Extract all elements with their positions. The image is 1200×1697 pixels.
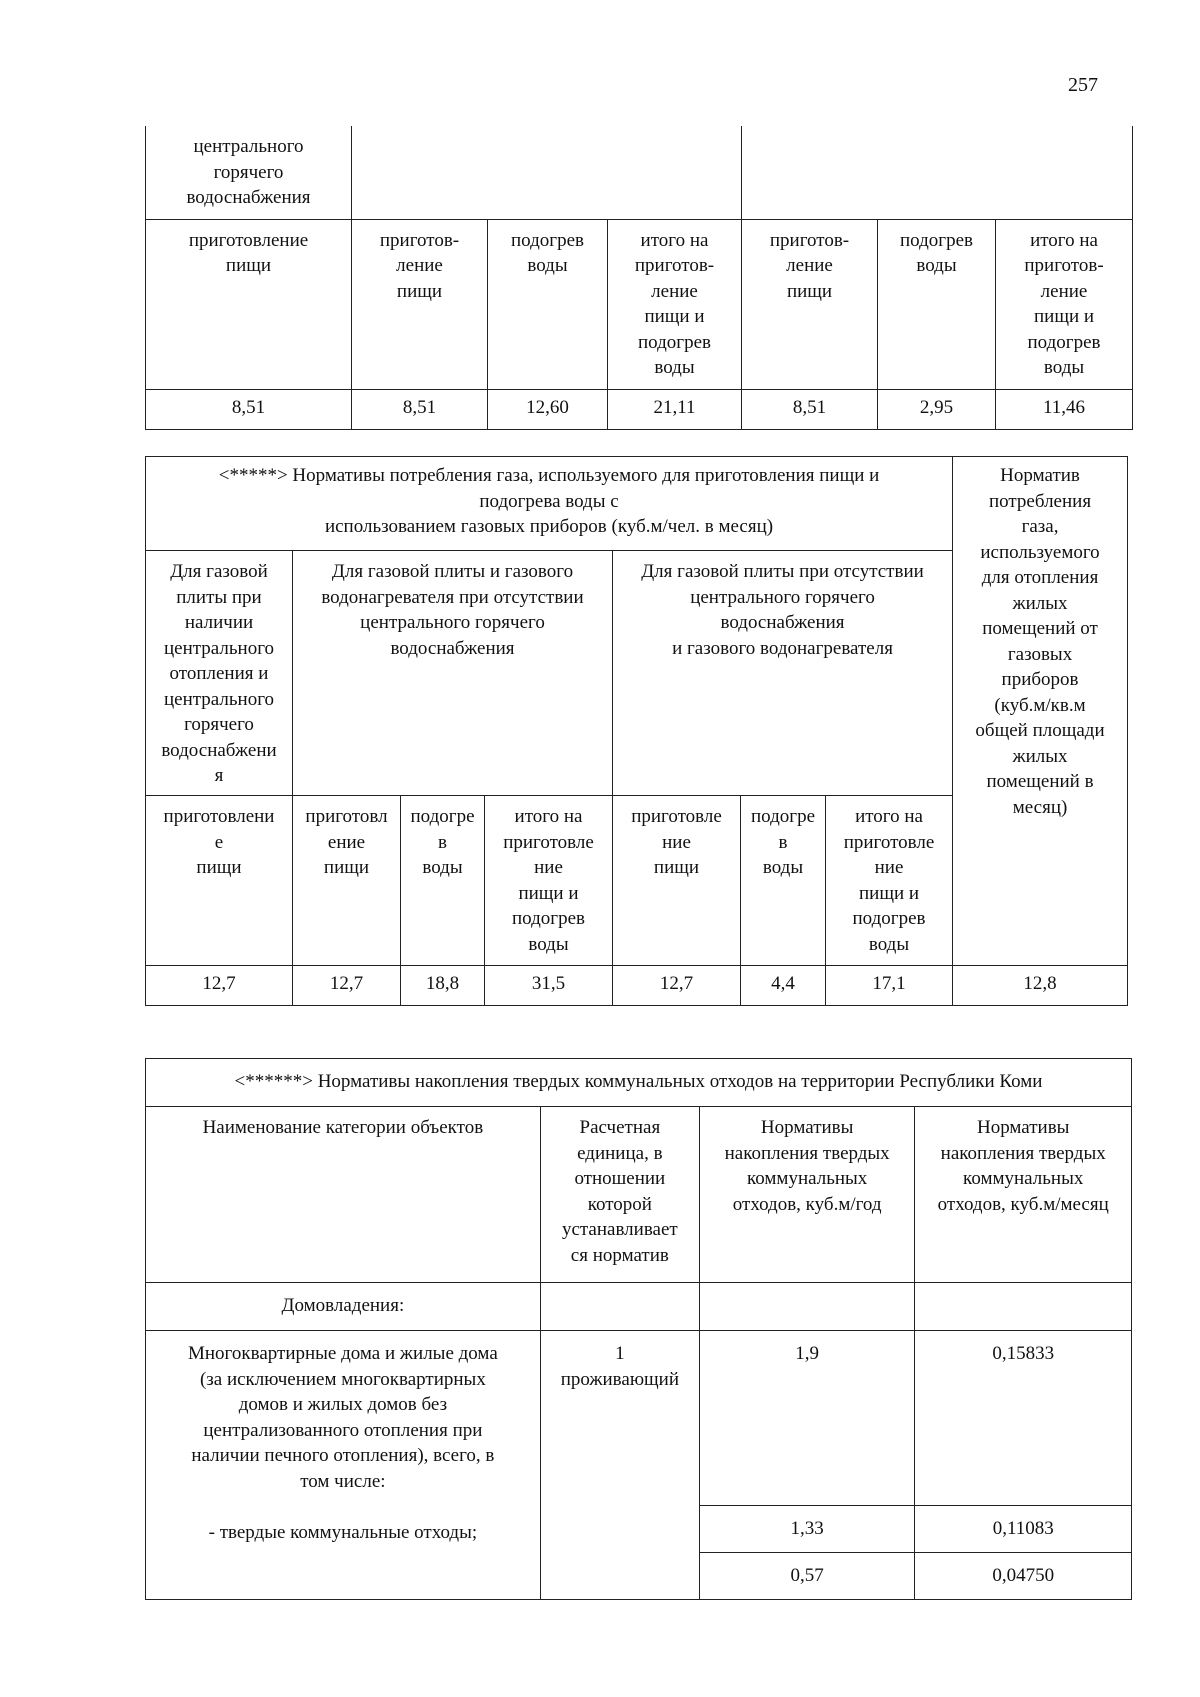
waste-norms-table bbox=[145, 1058, 1132, 1600]
table3-section-label: Домовладения: bbox=[146, 1283, 541, 1331]
table3-year-value: 0,57 bbox=[699, 1553, 915, 1600]
table2-title: <*****> Нормативы потребления газа, используемого для приготовления пищи и подогрева воды с использованием газовых приборов (куб.м/чел. в месяц) bbox=[146, 457, 953, 551]
table3-year-value: 1,33 bbox=[699, 1506, 915, 1553]
table3-month-value: 0,04750 bbox=[915, 1553, 1132, 1600]
table2-value: 31,5 bbox=[485, 966, 613, 1006]
table3-header: Нормативы накопления твердых коммунальных отходов, куб.м/год bbox=[699, 1107, 915, 1283]
gas-norms-continued-table bbox=[145, 126, 1133, 430]
table1-value: 8,51 bbox=[146, 389, 352, 429]
table1-value: 11,46 bbox=[996, 389, 1133, 429]
table2-group-header: Для газовой плиты при отсутствии центрального горячего водоснабжения и газового водонагревателя bbox=[613, 551, 953, 796]
table2-group-header: Для газовой плиты и газового водонагревателя при отсутствии центрального горячего водоснабжения bbox=[293, 551, 613, 796]
table1-value: 2,95 bbox=[878, 389, 996, 429]
gas-consumption-norms-table bbox=[145, 456, 1128, 1006]
table2-heating-norm-header: Норматив потребления газа, используемого для отопления жилых помещений от газовых приборов (куб.м/кв.м общей площади жилых помещений в месяц) bbox=[953, 457, 1128, 966]
table1-header: приготов- ление пищи bbox=[742, 219, 878, 389]
table3-title: <******> Нормативы накопления твердых коммунальных отходов на территории Республики Коми bbox=[146, 1059, 1132, 1107]
table3-empty-cell bbox=[915, 1283, 1132, 1331]
table1-empty-cell bbox=[742, 126, 1133, 219]
table2-value: 17,1 bbox=[826, 966, 953, 1006]
table1-fragment-cell: центрального горячего водоснабжения bbox=[146, 126, 352, 219]
table2-subheader: подогре в воды bbox=[741, 796, 826, 966]
table3-empty-cell bbox=[540, 1283, 699, 1331]
table2-group-header: Для газовой плиты при наличии центрального отопления и центрального горячего водоснабжени я bbox=[146, 551, 293, 796]
table2-value: 4,4 bbox=[741, 966, 826, 1006]
table2-value: 12,7 bbox=[293, 966, 401, 1006]
table1-value: 8,51 bbox=[742, 389, 878, 429]
table2-value: 12,8 bbox=[953, 966, 1128, 1006]
table3-category-cell bbox=[146, 1331, 541, 1600]
page-number: 257 bbox=[1068, 74, 1098, 96]
table3-year-value: 1,9 bbox=[699, 1331, 915, 1506]
table2-subheader: подогре в воды bbox=[401, 796, 485, 966]
table2-value: 12,7 bbox=[146, 966, 293, 1006]
table1-header: итого на приготов- ление пищи и подогрев воды bbox=[608, 219, 742, 389]
table3-unit: 1 проживающий bbox=[540, 1331, 699, 1600]
table2-subheader: итого на приготовле ние пищи и подогрев воды bbox=[826, 796, 953, 966]
table1-header: подогрев воды bbox=[878, 219, 996, 389]
table3-category-name: Многоквартирные дома и жилые дома (за исключением многоквартирных домов и жилых домов без централизованного отопления при наличии печного отопления), всего, в том числе: bbox=[188, 1343, 498, 1492]
table3-month-value: 0,15833 bbox=[915, 1331, 1132, 1506]
table2-subheader: приготовлени е пищи bbox=[146, 796, 293, 966]
table1-header: подогрев воды bbox=[488, 219, 608, 389]
table1-header: приготовление пищи bbox=[146, 219, 352, 389]
table2-value: 18,8 bbox=[401, 966, 485, 1006]
table2-subheader: приготовл ение пищи bbox=[293, 796, 401, 966]
table1-value: 12,60 bbox=[488, 389, 608, 429]
table1-value: 21,11 bbox=[608, 389, 742, 429]
table3-header: Нормативы накопления твердых коммунальных отходов, куб.м/месяц bbox=[915, 1107, 1132, 1283]
table3-header: Наименование категории объектов bbox=[146, 1107, 541, 1283]
table3-header: Расчетная единица, в отношении которой устанавливает ся норматив bbox=[540, 1107, 699, 1283]
table1-header: приготов- ление пищи bbox=[352, 219, 488, 389]
table1-value: 8,51 bbox=[352, 389, 488, 429]
table2-value: 12,7 bbox=[613, 966, 741, 1006]
table3-empty-cell bbox=[699, 1283, 915, 1331]
table3-month-value: 0,11083 bbox=[915, 1506, 1132, 1553]
table2-subheader: итого на приготовле ние пищи и подогрев воды bbox=[485, 796, 613, 966]
table1-header: итого на приготов- ление пищи и подогрев воды bbox=[996, 219, 1133, 389]
table2-subheader: приготовле ние пищи bbox=[613, 796, 741, 966]
table3-category-sub: - твердые коммунальные отходы; bbox=[208, 1522, 478, 1543]
table1-empty-cell bbox=[352, 126, 742, 219]
